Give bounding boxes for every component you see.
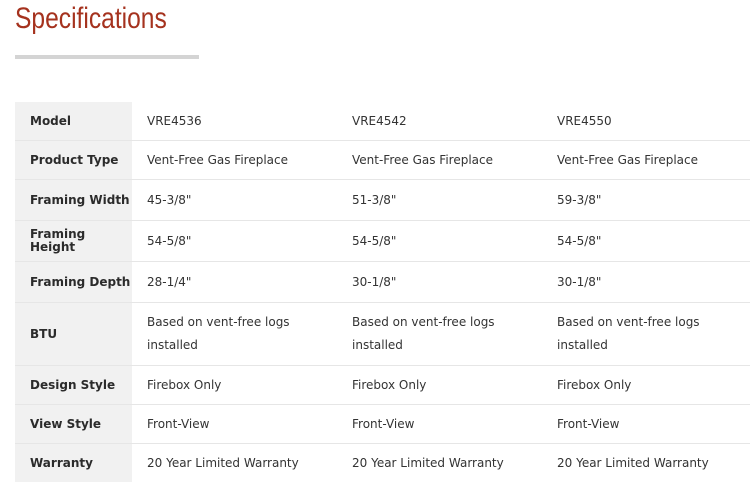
spec-label: BTU (15, 303, 132, 366)
spec-value: Vent-Free Gas Fireplace (542, 141, 750, 180)
spec-label: Framing Width (15, 180, 132, 221)
spec-label: Design Style (15, 366, 132, 405)
spec-value: Front-View (542, 405, 750, 444)
spec-value: 30-1/8" (337, 262, 542, 303)
spec-value: Firebox Only (542, 366, 750, 405)
spec-value: 28-1/4" (132, 262, 337, 303)
specifications-table (15, 102, 750, 482)
spec-value: 45-3/8" (132, 180, 337, 221)
spec-value: 54-5/8" (542, 221, 750, 262)
spec-label: Framing Depth (15, 262, 132, 303)
spec-value: Front-View (132, 405, 337, 444)
spec-value: 20 Year Limited Warranty (147, 455, 299, 470)
spec-value: Firebox Only (337, 366, 542, 405)
spec-row-framing-width (15, 180, 750, 221)
spec-row-product-type (15, 141, 750, 180)
spec-label: Model (15, 102, 132, 141)
spec-row-framing-height (15, 221, 750, 262)
spec-value: VRE4536 (132, 102, 337, 141)
spec-row-framing-depth (15, 262, 750, 303)
spec-value: VRE4542 (337, 102, 542, 141)
spec-row-model (15, 102, 750, 141)
heading-underline (15, 55, 199, 59)
spec-value: Vent-Free Gas Fireplace (132, 141, 337, 180)
spec-row-warranty (15, 444, 750, 483)
spec-value: 30-1/8" (542, 262, 750, 303)
spec-value: 54-5/8" (337, 221, 542, 262)
spec-value: Based on vent-free logs installed (132, 303, 337, 366)
spec-value: VRE4550 (542, 102, 750, 141)
spec-value: 20 Year Limited Warranty (557, 455, 709, 470)
spec-value: 59-3/8" (542, 180, 750, 221)
spec-value: Based on vent-free logs installed (542, 303, 750, 366)
spec-value: 20 Year Limited Warranty (352, 455, 504, 470)
spec-value: Firebox Only (132, 366, 337, 405)
spec-row-btu (15, 303, 750, 366)
spec-label: Framing Height (15, 221, 132, 262)
spec-row-design-style (15, 366, 750, 405)
spec-label: Warranty (15, 444, 132, 483)
spec-value: Vent-Free Gas Fireplace (337, 141, 542, 180)
spec-value: 51-3/8" (337, 180, 542, 221)
spec-value: Based on vent-free logs installed (337, 303, 542, 366)
spec-value: 54-5/8" (132, 221, 337, 262)
spec-row-view-style (15, 405, 750, 444)
spec-value: Front-View (337, 405, 542, 444)
page-title: Specifications (15, 2, 167, 35)
spec-label: Product Type (15, 141, 132, 180)
spec-label: View Style (15, 405, 132, 444)
